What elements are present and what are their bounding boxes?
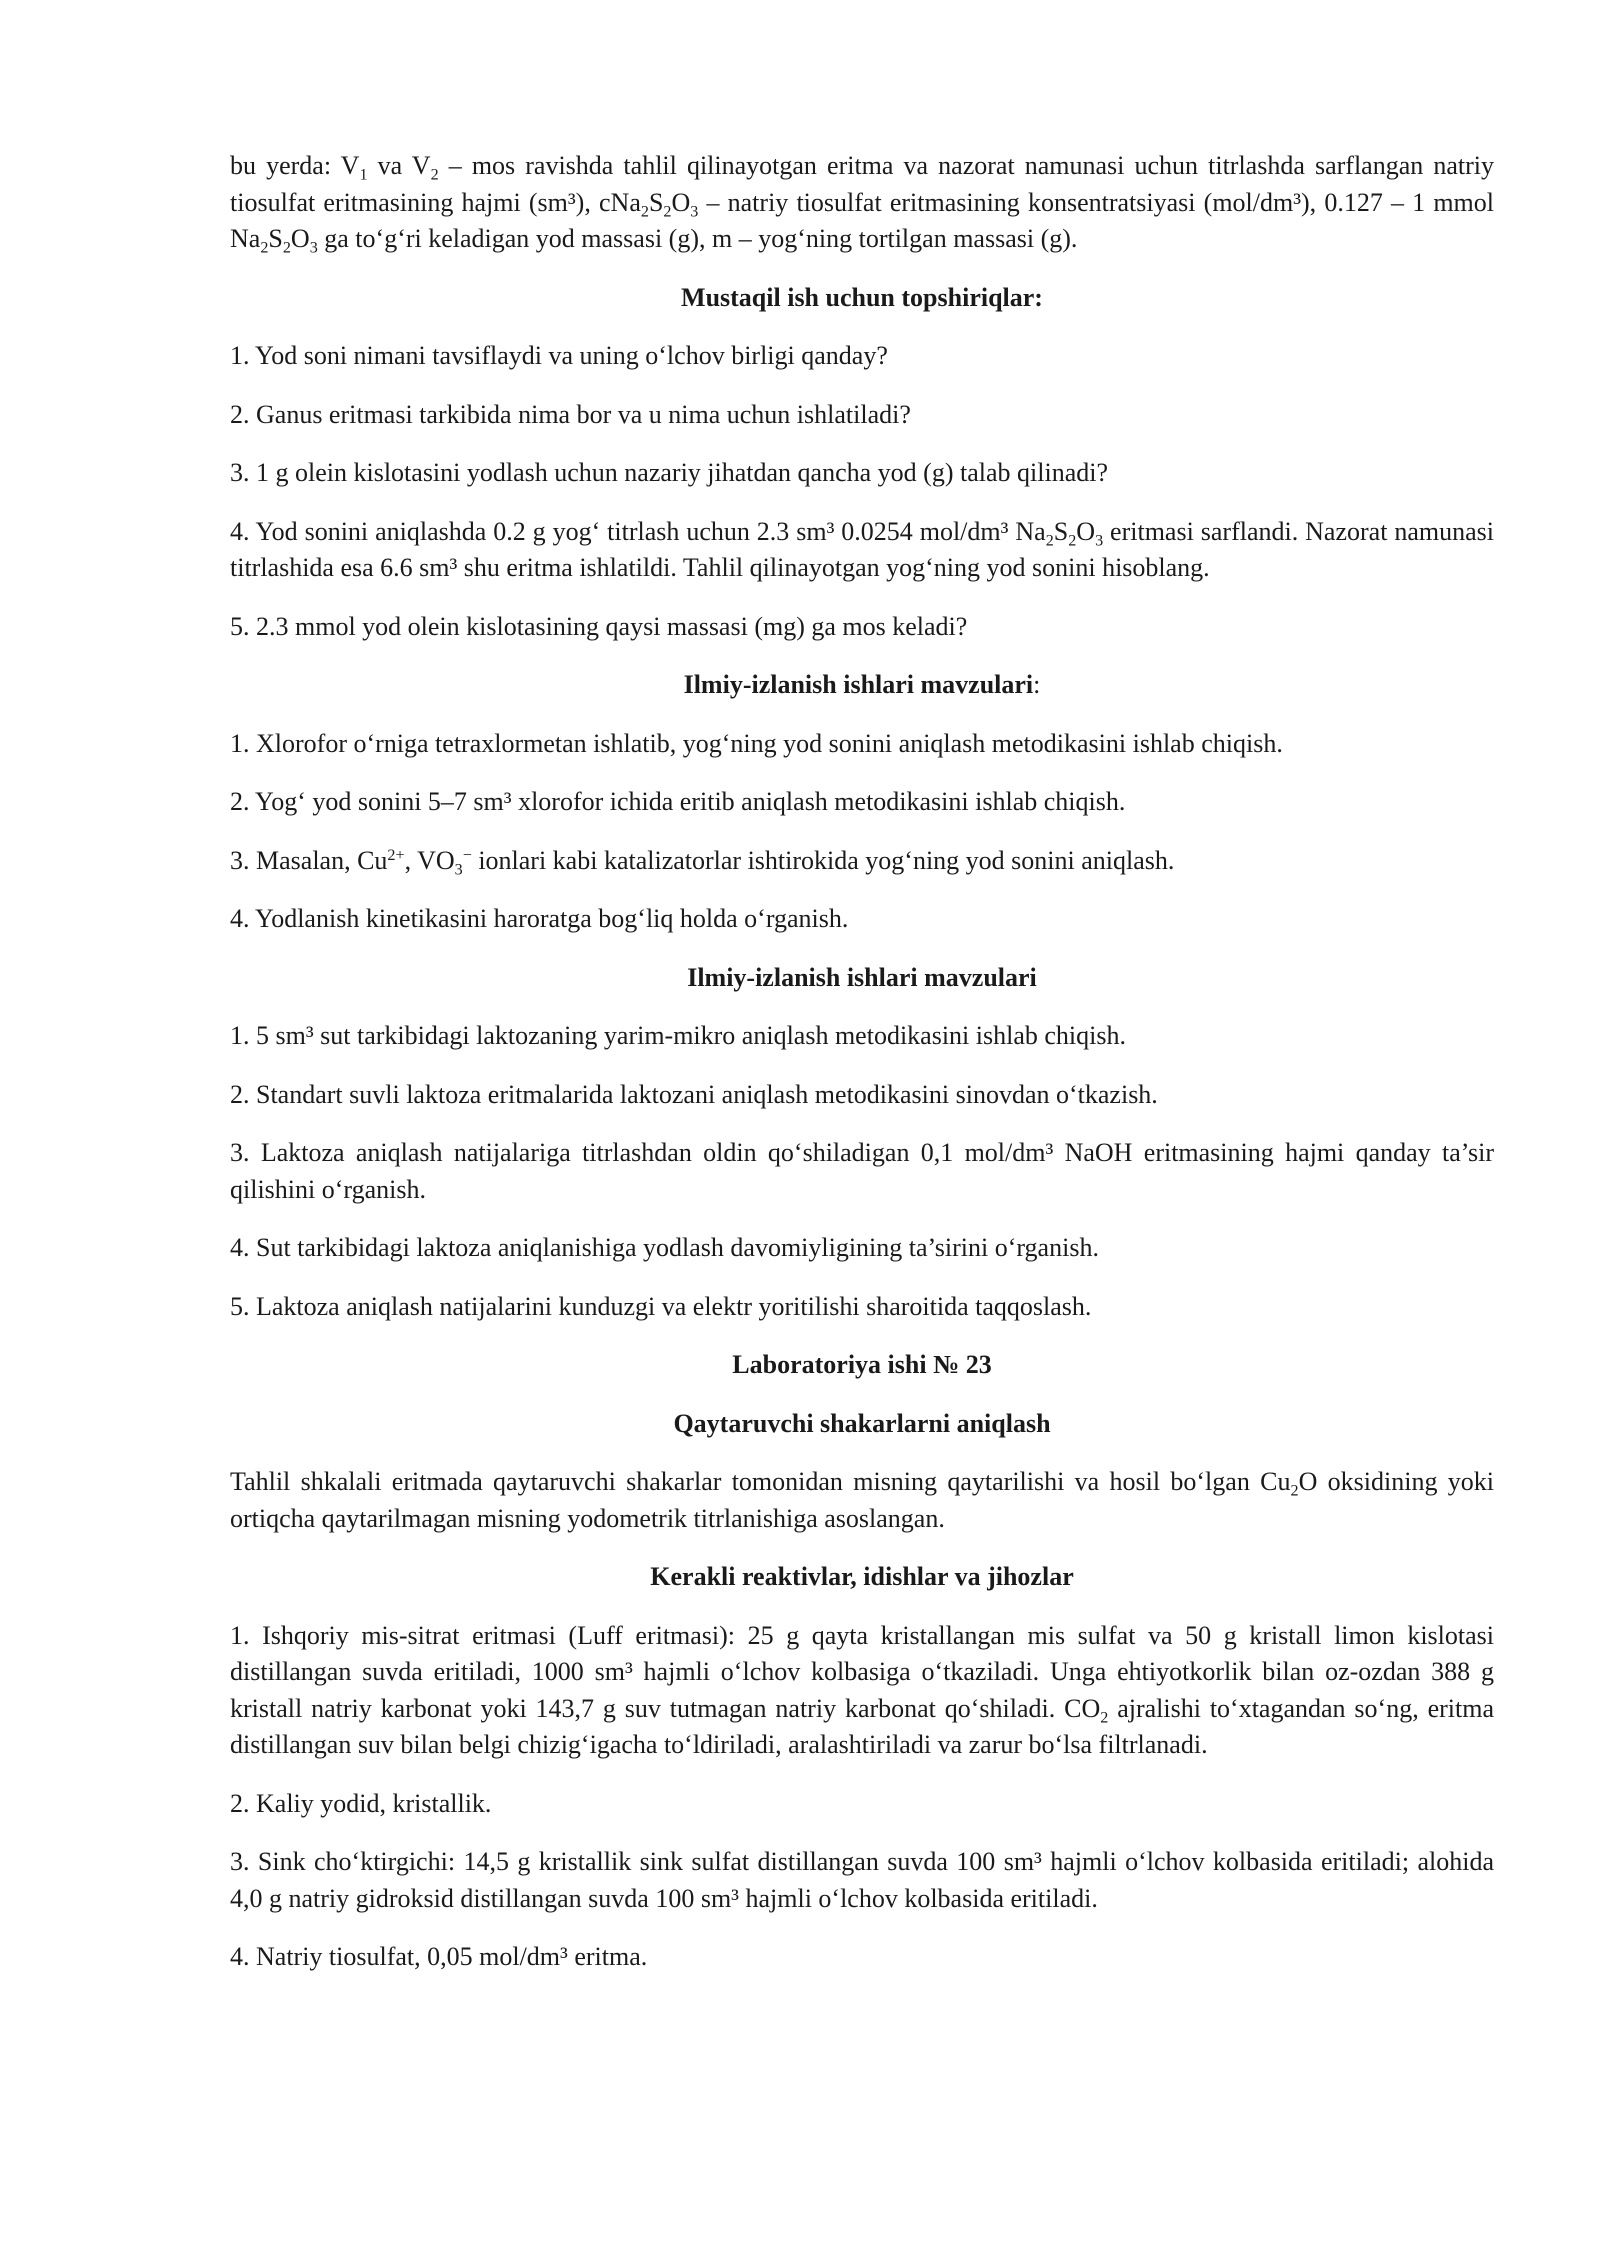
task-item-5: 5. 2.3 mmol yod olein kislotasining qaysi massasi (mg) ga mos keladi?	[230, 611, 968, 641]
text-run: Tahlil shkalali eritmada qaytaruvchi shakarlar tomonidan misning qaytarilishi va hosil bo‘lgan Cu	[230, 1467, 1291, 1496]
text-run: – mos ravishda tahlil qilinayotgan eritma va nazorat namunasi uchun titrlashda sarflangan natriy tiosulfat eritmasining hajmi (sm³), cNa	[230, 151, 1494, 217]
heading-colon: :	[1033, 670, 1041, 699]
research-item-1: 1. Xlorofor o‘rniga tetraxlormetan ishlatib, yog‘ning yod sonini aniqlash metodikasini ishlab chiqish.	[230, 728, 1283, 758]
text-run: va V	[367, 151, 431, 180]
research2-item-5: 5. Laktoza aniqlash natijalarini kunduzgi va elektr yoritilishi sharoitida taqqoslash.	[230, 1291, 1092, 1321]
task-item-4	[230, 514, 1494, 587]
task-item-1: 1. Yod soni nimani tavsiflaydi va uning o‘lchov birligi qanday?	[230, 341, 888, 370]
subscript: 1	[359, 166, 368, 184]
section-heading-research-1	[230, 667, 1494, 704]
text-run: O	[1076, 516, 1096, 546]
reagents-heading: Kerakli reaktivlar, idishlar va jihozlar	[650, 1562, 1074, 1591]
research-item-2: 2. Yog‘ yod sonini 5–7 sm³ xlorofor ichida eritib aniqlash metodikasini ishlab chiqish.	[230, 787, 1126, 816]
subscript: 2	[282, 239, 291, 257]
section-heading-tasks: Mustaqil ish uchun topshiriqlar:	[681, 282, 1043, 312]
heading-text: Ilmiy-izlanish ishlari mavzulari	[683, 670, 1034, 699]
lab-number-heading: Laboratoriya ishi № 23	[732, 1350, 992, 1379]
task-item-3: 3. 1 g olein kislotasini yodlash uchun nazariy jihatdan qancha yod (g) talab qilinadi?	[230, 458, 1108, 487]
text-run: S	[1053, 516, 1069, 546]
text-run: ionlari kabi katalizatorlar ishtirokida yog‘ning yod sonini aniqlash.	[471, 845, 1175, 875]
text-run: , VO	[404, 845, 455, 875]
lab-description	[230, 1464, 1494, 1537]
research-item-4: 4. Yodlanish kinetikasini haroratga bog‘liq holda o‘rganish.	[230, 904, 849, 933]
section-heading-research-2: Ilmiy-izlanish ishlari mavzulari	[687, 962, 1037, 992]
research2-item-4: 4. Sut tarkibidagi laktoza aniqlanishiga yodlash davomiyligining ta’sirini o‘rganish.	[230, 1233, 1099, 1262]
subscript: 2	[1068, 532, 1077, 550]
reagent-item-1	[230, 1618, 1494, 1764]
subscript: 3	[309, 239, 318, 257]
subscript: 2	[1290, 1482, 1299, 1500]
subscript: 2	[640, 203, 649, 221]
text-run: S	[648, 187, 664, 217]
subscript: 2	[1100, 1709, 1109, 1727]
text-run: eritmasi sarflandi. Nazorat namunasi titrlashida esa 6.6 sm³ shu eritma ishlatildi. Tahlil qilinayotgan yog‘ning yod sonini hisoblang.	[230, 516, 1495, 582]
subscript: 3	[690, 203, 699, 221]
formula-legend-paragraph	[230, 148, 1494, 258]
subscript: 2	[260, 239, 269, 257]
research2-item-3: 3. Laktoza aniqlash natijalariga titrlashdan oldin qo‘shiladigan 0,1 mol/dm³ NaOH eritmasining hajmi qanday ta’sir qilishini o‘rganish.	[230, 1138, 1494, 1204]
subscript: 2	[663, 203, 672, 221]
research-item-3	[230, 843, 1494, 880]
text-run: 4. Yod sonini aniqlashda 0.2 g yog‘ titrlash uchun 2.3 sm³ 0.0254 mol/dm³ Na	[230, 516, 1046, 546]
text-run: – natriy tiosulfat eritmasining konsentratsiyasi (mol/dm³), 0.127 – 1 mmol Na	[230, 187, 1494, 253]
reagent-item-4: 4. Natriy tiosulfat, 0,05 mol/dm³ eritma.	[230, 1942, 648, 1971]
document-page	[230, 148, 1494, 1998]
text-run: S	[268, 224, 283, 253]
text-run: bu yerda: V	[230, 151, 360, 180]
text-run: O	[290, 224, 310, 253]
reagent-item-2: 2. Kaliy yodid, kristallik.	[230, 1788, 492, 1818]
subscript: 3	[1095, 532, 1104, 550]
subscript: 2	[1045, 532, 1054, 550]
lab-title-heading: Qaytaruvchi shakarlarni aniqlash	[673, 1408, 1051, 1438]
text-run: ga to‘g‘ri keladigan yod massasi (g), m – yog‘ning tortilgan massasi (g).	[317, 224, 1078, 253]
research2-item-2: 2. Standart suvli laktoza eritmalarida laktozani aniqlash metodikasini sinovdan o‘tkazish.	[230, 1079, 1158, 1109]
research2-item-1: 1. 5 sm³ sut tarkibidagi laktozaning yarim-mikro aniqlash metodikasini ishlab chiqish.	[230, 1021, 1126, 1050]
subscript: 2	[430, 166, 439, 184]
task-item-2: 2. Ganus eritmasi tarkibida nima bor va u nima uchun ishlatiladi?	[230, 399, 911, 429]
subscript: 3	[454, 861, 463, 879]
reagent-item-3: 3. Sink cho‘ktirgichi: 14,5 g kristallik sink sulfat distillangan suvda 100 sm³ hajmli o‘lchov kolbasida eritiladi; alohida 4,0 g natriy gidroksid distillangan suvda 100 sm³ hajmli o‘lchov kolbasida eritiladi.	[230, 1847, 1494, 1913]
superscript: 2+	[387, 846, 405, 864]
text-run: ajralishi to‘xtagandan so‘ng, eritma distillangan suv bilan belgi chizig‘igacha to‘ldiriladi, aralashtiriladi va zarur bo‘lsa filtrlanadi.	[230, 1693, 1494, 1759]
text-run: O oksidining yoki ortiqcha qaytarilmagan misning yodometrik titrlanishiga asoslangan.	[230, 1467, 1494, 1533]
superscript: −	[462, 846, 472, 864]
text-run: 3. Masalan, Cu	[230, 845, 388, 875]
text-run: O	[671, 187, 691, 217]
text-run: 1. Ishqoriy mis-sitrat eritmasi (Luff eritmasi): 25 g qayta kristallangan mis sulfat va 50 g kristall limon kislotasi distillangan suvda eritiladi, 1000 sm³ hajmli o‘lchov kolbasiga o‘tkaziladi. Unga ehtiyotkorlik bilan oz-ozdan 388 g kristall natriy karbonat yoki 143,7 g suv tutmagan natriy karbonat qo‘shiladi. CO	[230, 1620, 1494, 1723]
